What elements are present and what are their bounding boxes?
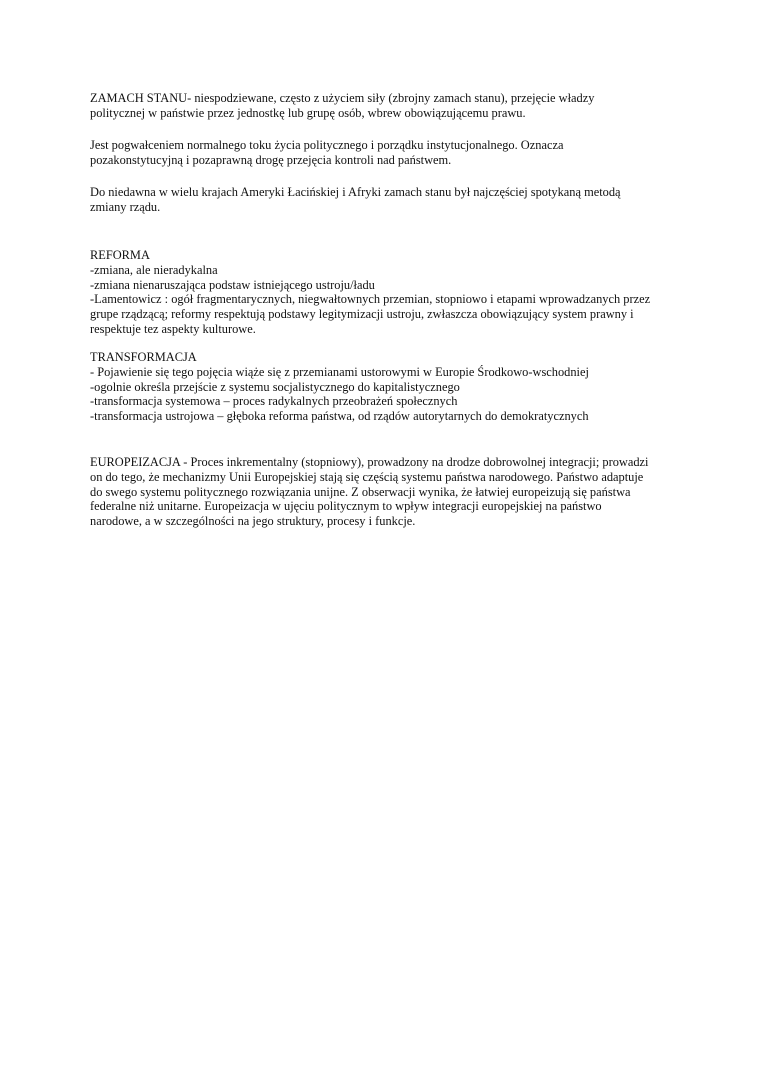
paragraph-pogwalcenie bbox=[90, 138, 680, 168]
text-line: -zmiana nienaruszająca podstaw istniejącego ustroju/ładu bbox=[90, 277, 375, 292]
text-line: on do tego, że mechanizmy Unii Europejskiej stają się częścią systemu państwa narodowego. Państwo adaptuje bbox=[90, 469, 644, 484]
text-line: pozakonstytucyjną i pozaprawną drogę przejęcia kontroli nad państwem. bbox=[90, 152, 452, 167]
text-line: Do niedawna w wielu krajach Ameryki Łacińskiej i Afryki zamach stanu był najczęściej spotykaną metodą bbox=[90, 185, 621, 199]
text-line: -ogolnie określa przejście z systemu socjalistycznego do kapitalistycznego bbox=[90, 379, 460, 394]
text-line: -zmiana, ale nieradykalna bbox=[90, 262, 218, 277]
text-line: federalne niż unitarne. Europeizacja w ujęciu politycznym to wpływ integracji europejskiej na państwo bbox=[90, 499, 602, 514]
paragraph-niedawna bbox=[90, 185, 680, 215]
text-line: -transformacja systemowa – proces radykalnych przeobrażeń społecznych bbox=[90, 394, 458, 409]
text-line: -Lamentowicz : ogół fragmentarycznych, niegwałtownych przemian, stopniowo i etapami wprowadzanych przez bbox=[90, 292, 651, 307]
text-line: narodowe, a w szczególności na jego struktury, procesy i funkcje. bbox=[90, 514, 416, 529]
text-line: zmiany rządu. bbox=[90, 199, 161, 214]
text-line: grupe rządzącą; reformy respektują podstawy legitymizacji ustroju, zwłaszcza obowiązujący system prawny i bbox=[90, 307, 634, 322]
section-transformacja bbox=[90, 350, 680, 424]
text-line: politycznej w państwie przez jednostkę lub grupę osób, wbrew obowiązującemu prawu. bbox=[90, 105, 526, 120]
section-heading: TRANSFORMACJA bbox=[90, 350, 197, 364]
section-heading: REFORMA bbox=[90, 248, 150, 262]
text-line: - Pojawienie się tego pojęcia wiąże się z przemianami ustorowymi w Europie Środkowo-wschodniej bbox=[90, 364, 589, 379]
text-line: EUROPEIZACJA - Proces inkrementalny (stopniowy), prowadzony na drodze dobrowolnej integracji; prowadzi bbox=[90, 455, 649, 469]
text-line: ZAMACH STANU- niespodziewane, często z użyciem siły (zbrojny zamach stanu), przejęcie władzy bbox=[90, 91, 595, 105]
section-reforma bbox=[90, 248, 680, 337]
text-line: respektuje tez aspekty kulturowe. bbox=[90, 321, 256, 336]
text-line: Jest pogwałceniem normalnego toku życia politycznego i porządku instytucjonalnego. Oznacza bbox=[90, 138, 564, 152]
text-line: -transformacja ustrojowa – głęboka reforma państwa, od rządów autorytarnych do demokratycznych bbox=[90, 409, 589, 424]
paragraph-europeizacja bbox=[90, 455, 680, 529]
text-line: do swego systemu politycznego rozwiązania unijne. Z obserwacji wynika, że łatwiej europeizują się państwa bbox=[90, 484, 631, 499]
paragraph-zamach-stanu bbox=[90, 91, 680, 121]
